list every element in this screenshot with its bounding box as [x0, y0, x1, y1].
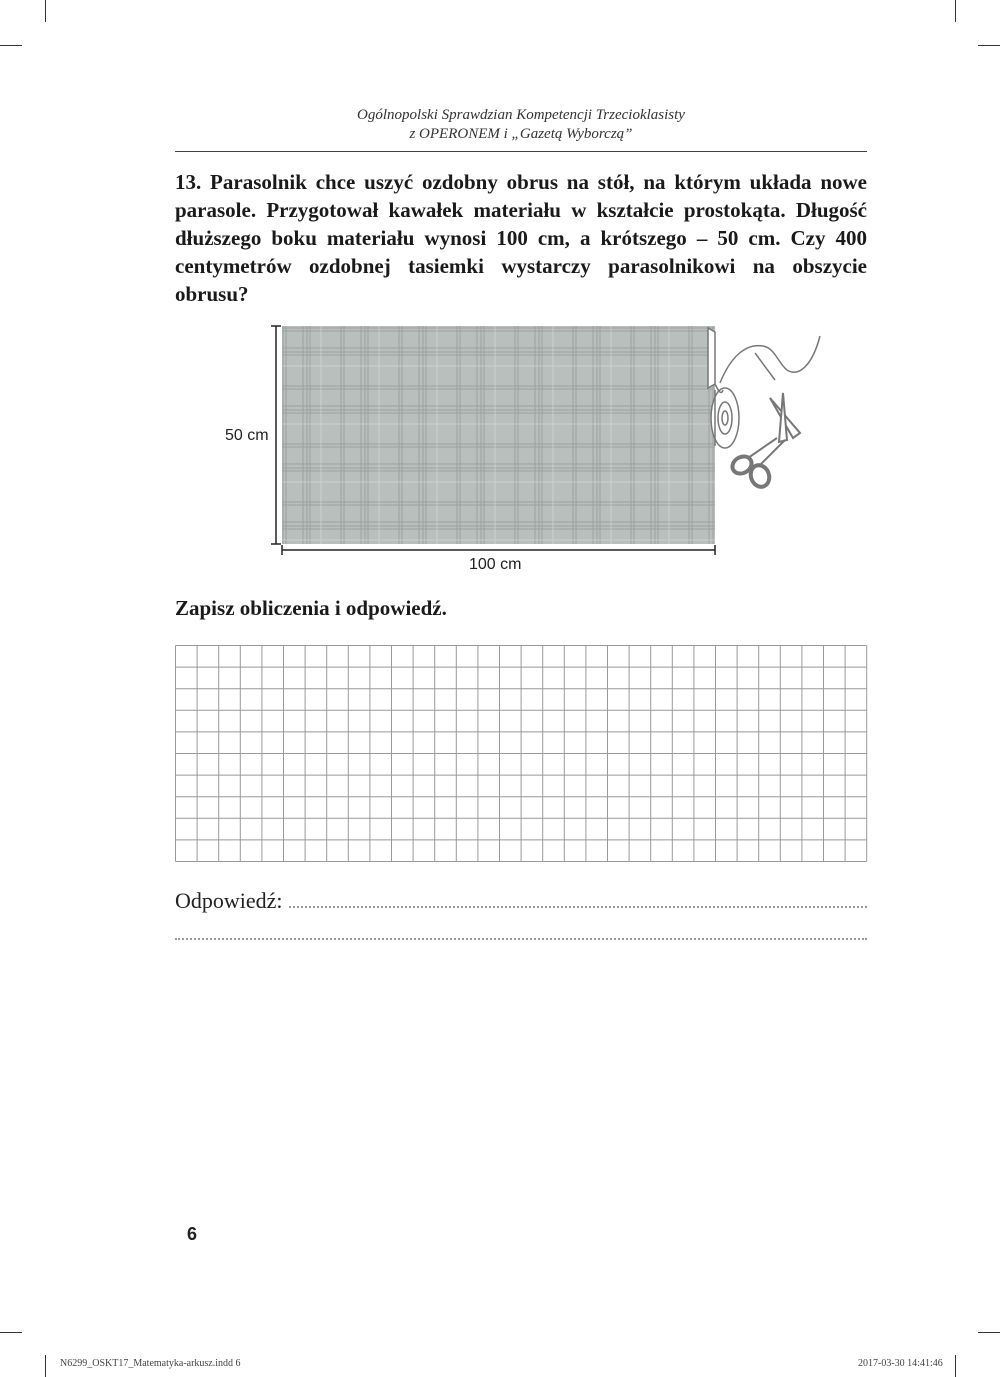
- crop-mark: [45, 1355, 46, 1377]
- answer-line[interactable]: [175, 884, 867, 914]
- page-number: 6: [187, 1224, 198, 1244]
- question-text: 13. Parasolnik chce uszyć ozdobny obrus na stół, na którym układa nowe parasole. Przygotował kawałek materiału w kształcie prostokąta. Długość dłuższego boku materiału wynosi 100 cm, a krótszego – 50 cm. Czy 400 centymetrów ozdobnej tasiemki wystarczy parasolnikowi na obszycie obrusu?: [175, 170, 867, 306]
- needle-icon: [755, 353, 775, 380]
- header-line-1: Ogólnopolski Sprawdzian Kompetencji Trzecioklasisty: [357, 107, 685, 123]
- answer-label: Odpowiedź:: [175, 888, 283, 913]
- crop-mark: [955, 1355, 956, 1377]
- running-header: [175, 106, 867, 144]
- instruction-text: Zapisz obliczenia i odpowiedź.: [175, 596, 447, 620]
- width-dimension: [282, 545, 715, 555]
- crop-mark: [0, 1332, 22, 1333]
- height-label: 50 cm: [225, 427, 269, 444]
- answer-dotted-line[interactable]: [289, 906, 867, 908]
- header-divider: [175, 151, 867, 152]
- footer-timestamp: 2017-03-30 14:41:46: [858, 1358, 943, 1369]
- crop-mark: [45, 0, 46, 22]
- thread-icon: [720, 336, 820, 383]
- footer-filename: N6299_OSKT17_Matematyka-arkusz.indd 6: [60, 1358, 241, 1369]
- calculation-grid[interactable]: [175, 645, 868, 863]
- scissors-icon: [729, 393, 800, 489]
- height-dimension: [271, 326, 281, 544]
- crop-mark: [978, 45, 1000, 46]
- width-label: 100 cm: [469, 556, 522, 573]
- crop-mark: [978, 1332, 1000, 1333]
- fabric-rectangle: [282, 326, 715, 544]
- fabric-figure: [215, 318, 835, 580]
- header-line-2: z OPERONEM i „Gazetą Wyborczą”: [409, 126, 633, 142]
- answer-dotted-line-2[interactable]: [175, 938, 867, 940]
- crop-mark: [0, 45, 22, 46]
- crop-mark: [955, 0, 956, 22]
